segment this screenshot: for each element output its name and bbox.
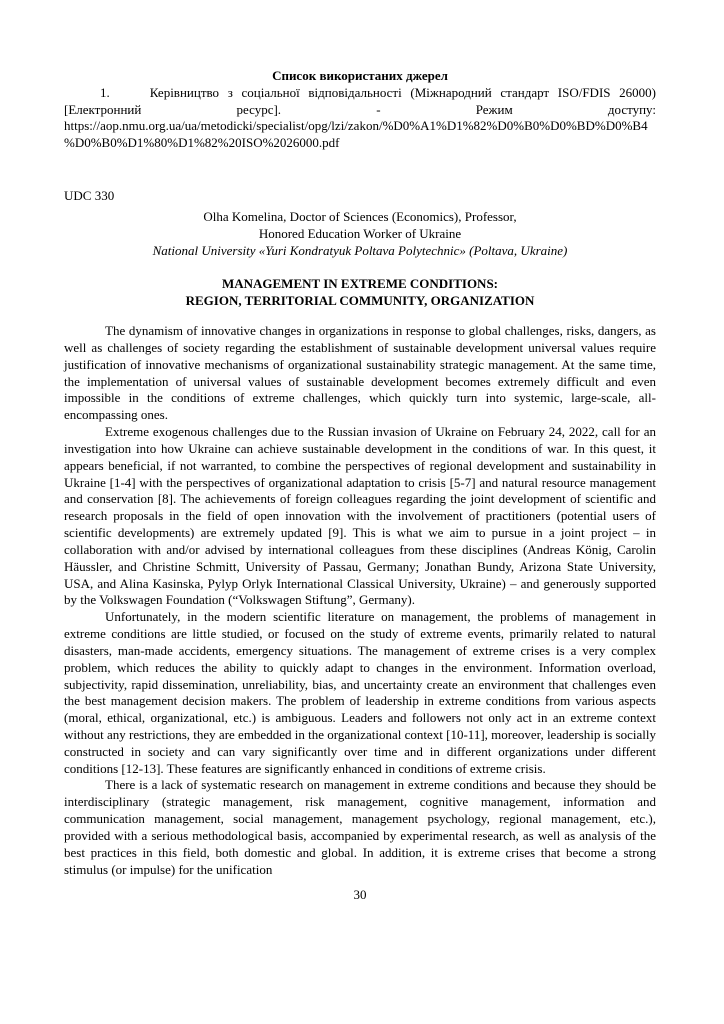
reference-item — [64, 85, 656, 152]
page-number: 30 — [353, 887, 367, 903]
affiliation-line: National University «Yuri Kondratyuk Poltava Polytechnic» (Poltava, Ukraine) — [152, 242, 568, 258]
reference-number: 1. — [100, 84, 110, 100]
reference-url: https://aop.nmu.org.ua/ua/metodicki/specialist/opg/lzi/zakon/%D0%A1%D1%82%D0%B0%D0%BD%D0%B4%D0%B0%D1%80%D1%82%20ISO%2026000.pdf — [64, 118, 648, 151]
author-name-line: Olha Komelina, Doctor of Sciences (Economics), Professor, — [203, 208, 517, 224]
article-title-line-2: REGION, TERRITORIAL COMMUNITY, ORGANIZATION — [185, 293, 535, 309]
body-paragraph-4: There is a lack of systematic research on management in extreme conditions and because they should be interdisciplinary (strategic management, risk management, cognitive management, information and communication management, social management, management psychology, regional management, etc.), provided with a serious methodological basis, accompanied by experimental research, as well as analysis of the best practices in this field, both domestic and global. In addition, it is extreme crises that become a strong stimulus (or impulse) for the unification — [64, 777, 656, 877]
body-paragraph-3: Unfortunately, in the modern scientific literature on management, the problems of management in extreme conditions are little studied, or focused on the study of extreme events, primarily related to natural disasters, man-made accidents, emergency situations. The management of extreme crises is a very complex problem, which reduces the ability to quickly adapt to changes in the environment. Information overload, subjectivity, rapid dissemination, unreliability, bias, and uncertainty create an environment that challenges even the best management decision makers. The problem of leadership in extreme conditions from various aspects (moral, ethical, organizational, etc.) is ambiguous. Leaders and followers not only act in an extreme context without any restrictions, they are embedded in the organizational context [10-11], moreover, leadership is socially constructed in society and can vary significantly over time and in different organizations under different conditions [12-13]. These features are significantly enhanced in conditions of extreme crisis. — [64, 609, 656, 776]
references-heading: Список використаних джерел — [272, 68, 448, 83]
article-title — [64, 276, 656, 310]
article-title-line-1: MANAGEMENT IN EXTREME CONDITIONS: — [221, 276, 499, 292]
body-paragraph-2: Extreme exogenous challenges due to the Russian invasion of Ukraine on February 24, 2022, call for an investigation into how Ukraine can achieve sustainable development in the conditions of war. In this quest, it appears beneficial, if not warranted, to combine the perspectives of regional development and sustainability in Ukraine [1-4] with the perspectives of organizational adaptation to crisis [5-7] and natural resource management and conservation [8]. The achievements of foreign colleagues regarding the joint development of scientific and research proposals in the field of open innovation with the involvement of practitioners (potential users of scientific developments) are extremely updated [9]. This is what we aim to pursue in a joint project – in collaboration with and/or advised by international colleagues from these disciplines (Andreas König, Carolin Häussler, and Christine Schmitt, University of Passau, Germany; Jonathan Bundy, Arizona State University, USA, and Alina Kasinska, Pylyp Orlyk International Classical University, Ukraine) – and generously supported by the Volkswagen Foundation (“Volkswagen Stiftung”, Germany). — [64, 424, 656, 608]
author-honor-line: Honored Education Worker of Ukraine — [258, 225, 462, 241]
reference-text: Керівництво з соціальної відповідальності (Міжнародний стандарт ISO/FDIS 26000) [Електронний ресурс]. - Режим доступу: — [64, 84, 656, 117]
udc-code: UDC 330 — [64, 188, 115, 204]
body-paragraph-1: The dynamism of innovative changes in organizations in response to global challenges, risks, dangers, as well as challenges of society regarding the establishment of sustainable development universal values require justification of innovative mechanisms of organizational sustainability strategic management. At the same time, the implementation of universal values of sustainable development becomes extremely difficult and even impossible in the conditions of extreme challenges, which quickly turn into systemic, large-scale, all-encompassing ones. — [64, 323, 656, 423]
